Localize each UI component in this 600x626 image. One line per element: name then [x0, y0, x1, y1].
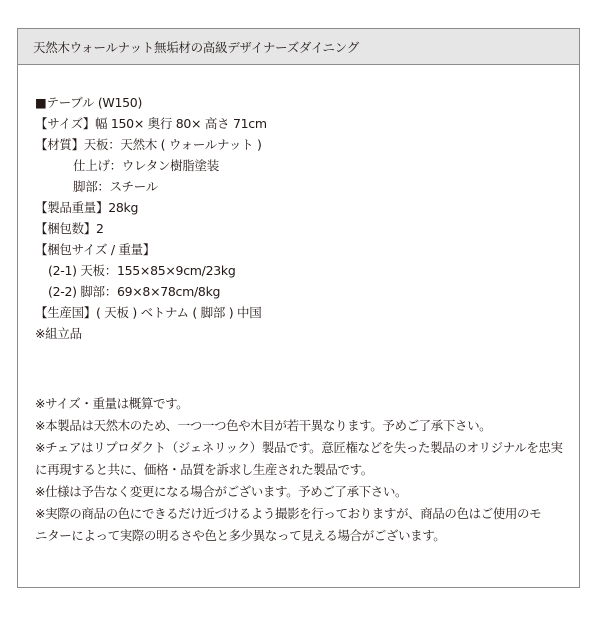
spec-line-legs: 脚部：スチール	[73, 179, 158, 194]
spec-line-package-top: (2-1) 天板：155×85×9cm/23kg	[48, 263, 236, 278]
spec-line-package-count: 【梱包数】2	[35, 221, 104, 236]
notes-list	[35, 393, 570, 547]
spec-line-material: 【材質】天板：天然木 ( ウォールナット )	[35, 137, 262, 152]
note-line: ※実際の商品の色にできるだけ近づけるよう撮影を行っておりますが、商品の色はご使用のモ	[35, 506, 542, 521]
spec-line-package-size: 【梱包サイズ / 重量】	[35, 242, 156, 257]
header-title: 天然木ウォールナット無垢材の高級デザイナーズダイニング	[33, 39, 359, 55]
product-spec-box	[17, 28, 580, 588]
spec-line-assembly: ※組立品	[35, 326, 82, 341]
note-line: に再現すると共に、価格・品質を訴求し生産された製品です。	[35, 462, 373, 477]
spec-line-size: 【サイズ】幅 150× 奥行 80× 高さ 71cm	[35, 116, 267, 131]
spec-list	[35, 92, 267, 344]
note-line: ※本製品は天然木のため、一つ一つ色や木目が若干異なります。予めご了承下さい。	[35, 418, 492, 433]
spec-line-package-legs: (2-2) 脚部：69×8×78cm/8kg	[48, 284, 221, 299]
note-line: ※仕様は予告なく変更になる場合がございます。予めご了承下さい。	[35, 484, 408, 499]
spec-line-weight: 【製品重量】28kg	[35, 200, 139, 215]
spec-header	[18, 29, 579, 65]
note-line: ※チェアはリプロダクト（ジェネリック）製品です。意匠権などを失った製品のオリジナルを忠実	[35, 440, 563, 455]
note-line: ニターによって実際の明るさや色と多少異なって見える場合がございます。	[35, 528, 446, 543]
spec-line-finish: 仕上げ：ウレタン樹脂塗装	[73, 158, 219, 173]
spec-line-origin: 【生産国】( 天板 ) ベトナム ( 脚部 ) 中国	[35, 305, 262, 320]
note-line: ※サイズ・重量は概算です。	[35, 396, 189, 411]
spec-line-table: ■テーブル (W150)	[35, 95, 143, 110]
